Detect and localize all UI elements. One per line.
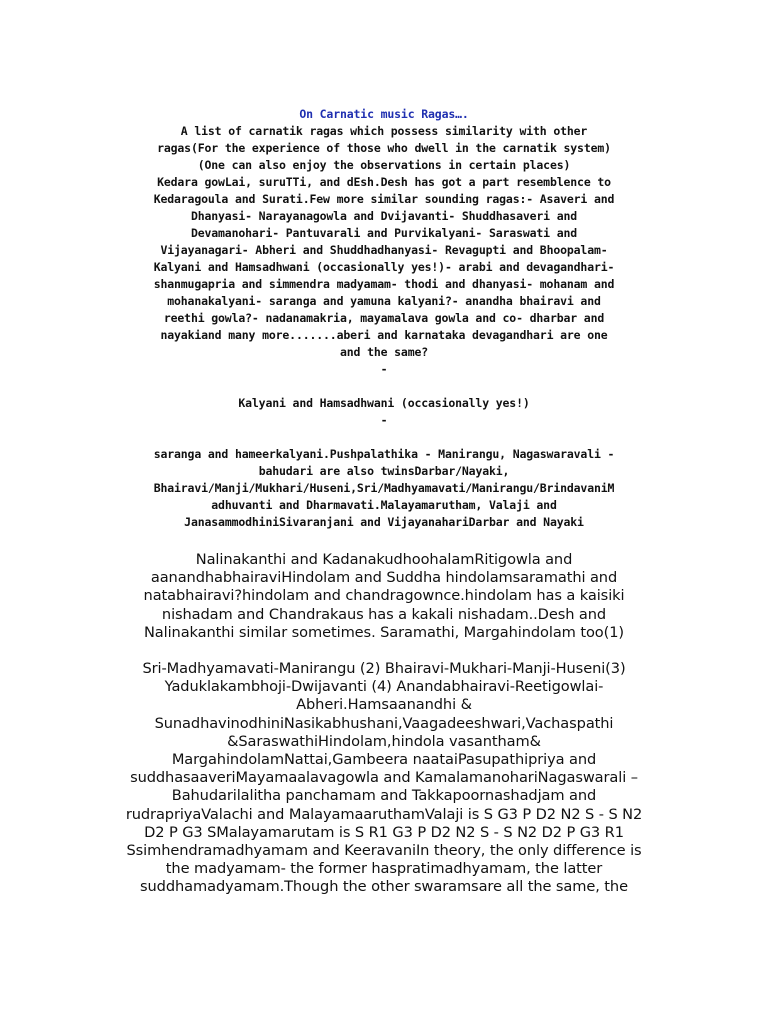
separator-dash: - bbox=[380, 413, 388, 427]
kalyani-heading: Kalyani and Hamsadhwani (occasionally yes!) bbox=[238, 396, 530, 410]
saranga-paragraph: saranga and hameerkalyani.Pushpalathika - Manirangu, Nagaswaravali - bahudari are also twinsDarbar/Nayaki, Bhairavi/Manji/Mukhari/Huseni,Sri/Madhyamavati/Manirangu/BrindavaniM adhuvanti and Dharmavati.Malayamarutham, Valaji and JanasammodhiniSivaranjani and VijayanahariDarbar and Nayaki bbox=[153, 447, 615, 529]
page-title: On Carnatic music Ragas…. bbox=[299, 107, 469, 121]
separator-dash: - bbox=[380, 362, 388, 376]
sans-section bbox=[100, 551, 668, 897]
nalinakanthi-paragraph: Nalinakanthi and KadanakudhoohalamRitigowla and aanandhabhairaviHindolam and Suddha hindolamsaramathi and natabhairavi?hindolam and chandragownce.hindolam has a kaisiki nishadam and Chandrakaus has a kakali nishadam..Desh and Nalinakanthi similar sometimes. Saramathi, Margahindolam too(1) bbox=[143, 551, 625, 641]
raga-groups-paragraph: Sri-Madhyamavati-Manirangu (2) Bhairavi-Mukhari-Manji-Huseni(3) Yaduklakambhoji-Dwijavanti (4) Anandabhairavi-Reetigowlai- Abheri.Hamsaanandhi & SunadhavinodhiniNasikabhushani,Vaagadeeshwari,Vachaspathi &SaraswathiHindolam,hindola vasantham& MargahindolamNattai,Gambeera naataiPasupathipriya and suddhasaaveriMayamaalavagowla and KamalamanohariNagaswarali – Bahudarilalitha panchamam and Takkapoornashadjam and rudrapriyaValachi and MalayamaaruthamValaji is S G3 P D2 N2 S - S N2 D2 P G3 SMalayamarutam is S R1 G3 P D2 N2 S - S N2 D2 P G3 R1 Ssimhendramadhyamam and KeeravaniIn theory, the only difference is the madyamam- the former haspratimadhyamam, the latter suddhamadyamam.Though the other swaramsare all the same, the bbox=[125, 660, 643, 896]
intro-paragraph: A list of carnatik ragas which possess similarity with other ragas(For the experience of those who dwell in the carnatik system) (One can also enjoy the observations in certain places) Kedara gowLai, suruTTi, and dEsh.Desh has got a part resemblence to Kedaragoula and Surati.Few more similar sounding ragas:- Asaveri and Dhanyasi- Narayanagowla and Dvijavanti- Shuddhasaveri and Devamanohari- Pantuvarali and Purvikalyani- Saraswati and Vijayanagari- Abheri and Shuddhadhanyasi- Revagupti and Bhoopalam- Kalyani and Hamsadhwani (occasionally yes!)- arabi and devagandhari- shanmugapria and simmendra madyamam- thodi and dhanyasi- mohanam and mohanakalyani- saranga and yamuna kalyani?- anandha bhairavi and reethi gowla?- nadanamakria, mayamalava gowla and co- dharbar and nayakiand many more.......aberi and karnataka devagandhari are one and the same? bbox=[153, 124, 615, 359]
mono-section bbox=[100, 106, 668, 531]
